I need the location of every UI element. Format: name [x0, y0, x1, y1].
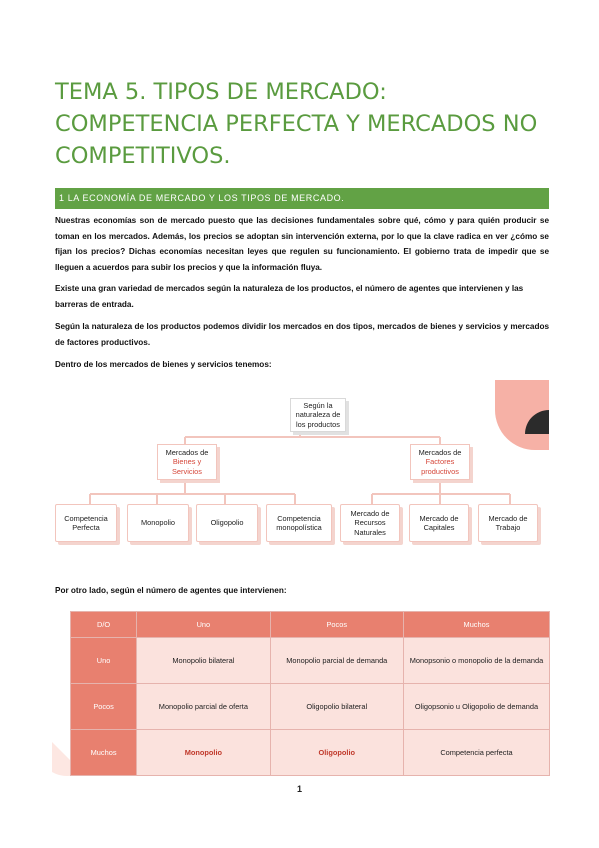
- table-cell: Monopolio parcial de oferta: [137, 684, 270, 730]
- group-factors-highlight: Factores productivos: [421, 457, 459, 476]
- title-line-3: COMPETITIVOS.: [55, 143, 231, 169]
- leaf-label: Mercado de Recursos Naturales: [350, 508, 390, 537]
- table-header-row: [71, 612, 550, 638]
- leaf-oligopolio: [196, 504, 258, 542]
- leaf-monopolio: [127, 504, 189, 542]
- paragraph-goods-intro: Dentro de los mercados de bienes y servicios tenemos:: [55, 360, 272, 369]
- table-row: [71, 684, 550, 730]
- title-line-1: TEMA 5. TIPOS DE MERCADO:: [55, 79, 387, 105]
- leaf-label: Competencia monopolística: [276, 513, 322, 532]
- market-types-diagram: [50, 382, 550, 572]
- leaf-capitales: [409, 504, 469, 542]
- group-goods-services: [157, 444, 217, 480]
- table-cell: Oligopolio bilateral: [270, 684, 403, 730]
- leaf-competencia-monopolistica: [266, 504, 332, 542]
- table-cell: Monopolio: [137, 730, 270, 776]
- table-cell: Competencia perfecta: [403, 730, 549, 776]
- paragraph-intro: Nuestras economías son de mercado puesto que las decisiones fundamentales sobre qué, cómo y para quién producir se toman en los mercados. Además, los precios se adoptan sin intervención externa, por lo que la clave radica en ver ¿cómo se fijan los precios? Dichas economías necesitan leyes que regulen su funcionamiento. El gobierno trata de impedir que se lleguen a acuerdos para subir los precios y que la información fluya.: [55, 216, 549, 272]
- paragraph-variety: Existe una gran variedad de mercados según la naturaleza de los productos, el número de agentes que intervienen y las barreras de entrada.: [55, 284, 524, 309]
- table-cell: Oligopolio: [270, 730, 403, 776]
- leaf-label: Mercado de Trabajo: [488, 513, 528, 532]
- group-productive-factors: [410, 444, 470, 480]
- table-row: [71, 638, 550, 684]
- group-goods-prefix: Mercados de: [165, 447, 209, 457]
- paragraph-agents-intro: Por otro lado, según el número de agentes que intervienen:: [55, 586, 287, 595]
- table-col-header: Pocos: [270, 612, 403, 638]
- title-line-2: COMPETENCIA PERFECTA Y MERCADOS NO: [55, 111, 538, 137]
- leaf-competencia-perfecta: [55, 504, 117, 542]
- table-row-header: Uno: [71, 638, 137, 684]
- group-factors-prefix: Mercados de: [418, 447, 462, 457]
- page-number: 1: [296, 784, 302, 794]
- leaf-label: Monopolio: [140, 518, 176, 528]
- table-corner-cell: D/O: [71, 612, 137, 638]
- section-heading: 1 LA ECONOMÍA DE MERCADO Y LOS TIPOS DE MERCADO.: [55, 188, 549, 209]
- paragraph-nature: Según la naturaleza de los productos podemos dividir los mercados en dos tipos, mercados de bienes y servicios y mercados de factores productivos.: [55, 322, 549, 347]
- leaf-label: Mercado de Capitales: [419, 513, 459, 532]
- agents-table: [70, 611, 550, 776]
- table-row-header: Muchos: [71, 730, 137, 776]
- table-col-header: Uno: [137, 612, 270, 638]
- leaf-recursos-naturales: [340, 504, 400, 542]
- page-title: [55, 76, 565, 172]
- diagram-root-node: [290, 398, 346, 432]
- table-cell: Oligopsonio u Oligopolio de demanda: [403, 684, 549, 730]
- leaf-label: Competencia Perfecta: [64, 513, 108, 532]
- table-row-header: Pocos: [71, 684, 137, 730]
- table-row: [71, 730, 550, 776]
- leaf-trabajo: [478, 504, 538, 542]
- root-label: Según la naturaleza de los productos: [295, 400, 341, 429]
- table-col-header: Muchos: [403, 612, 549, 638]
- table-cell: Monopsonio o monopolio de la demanda: [403, 638, 549, 684]
- table-cell: Monopolio parcial de demanda: [270, 638, 403, 684]
- table-cell: Monopolio bilateral: [137, 638, 270, 684]
- group-goods-highlight: Bienes y Servicios: [172, 457, 202, 476]
- leaf-label: Oligopolio: [210, 518, 244, 528]
